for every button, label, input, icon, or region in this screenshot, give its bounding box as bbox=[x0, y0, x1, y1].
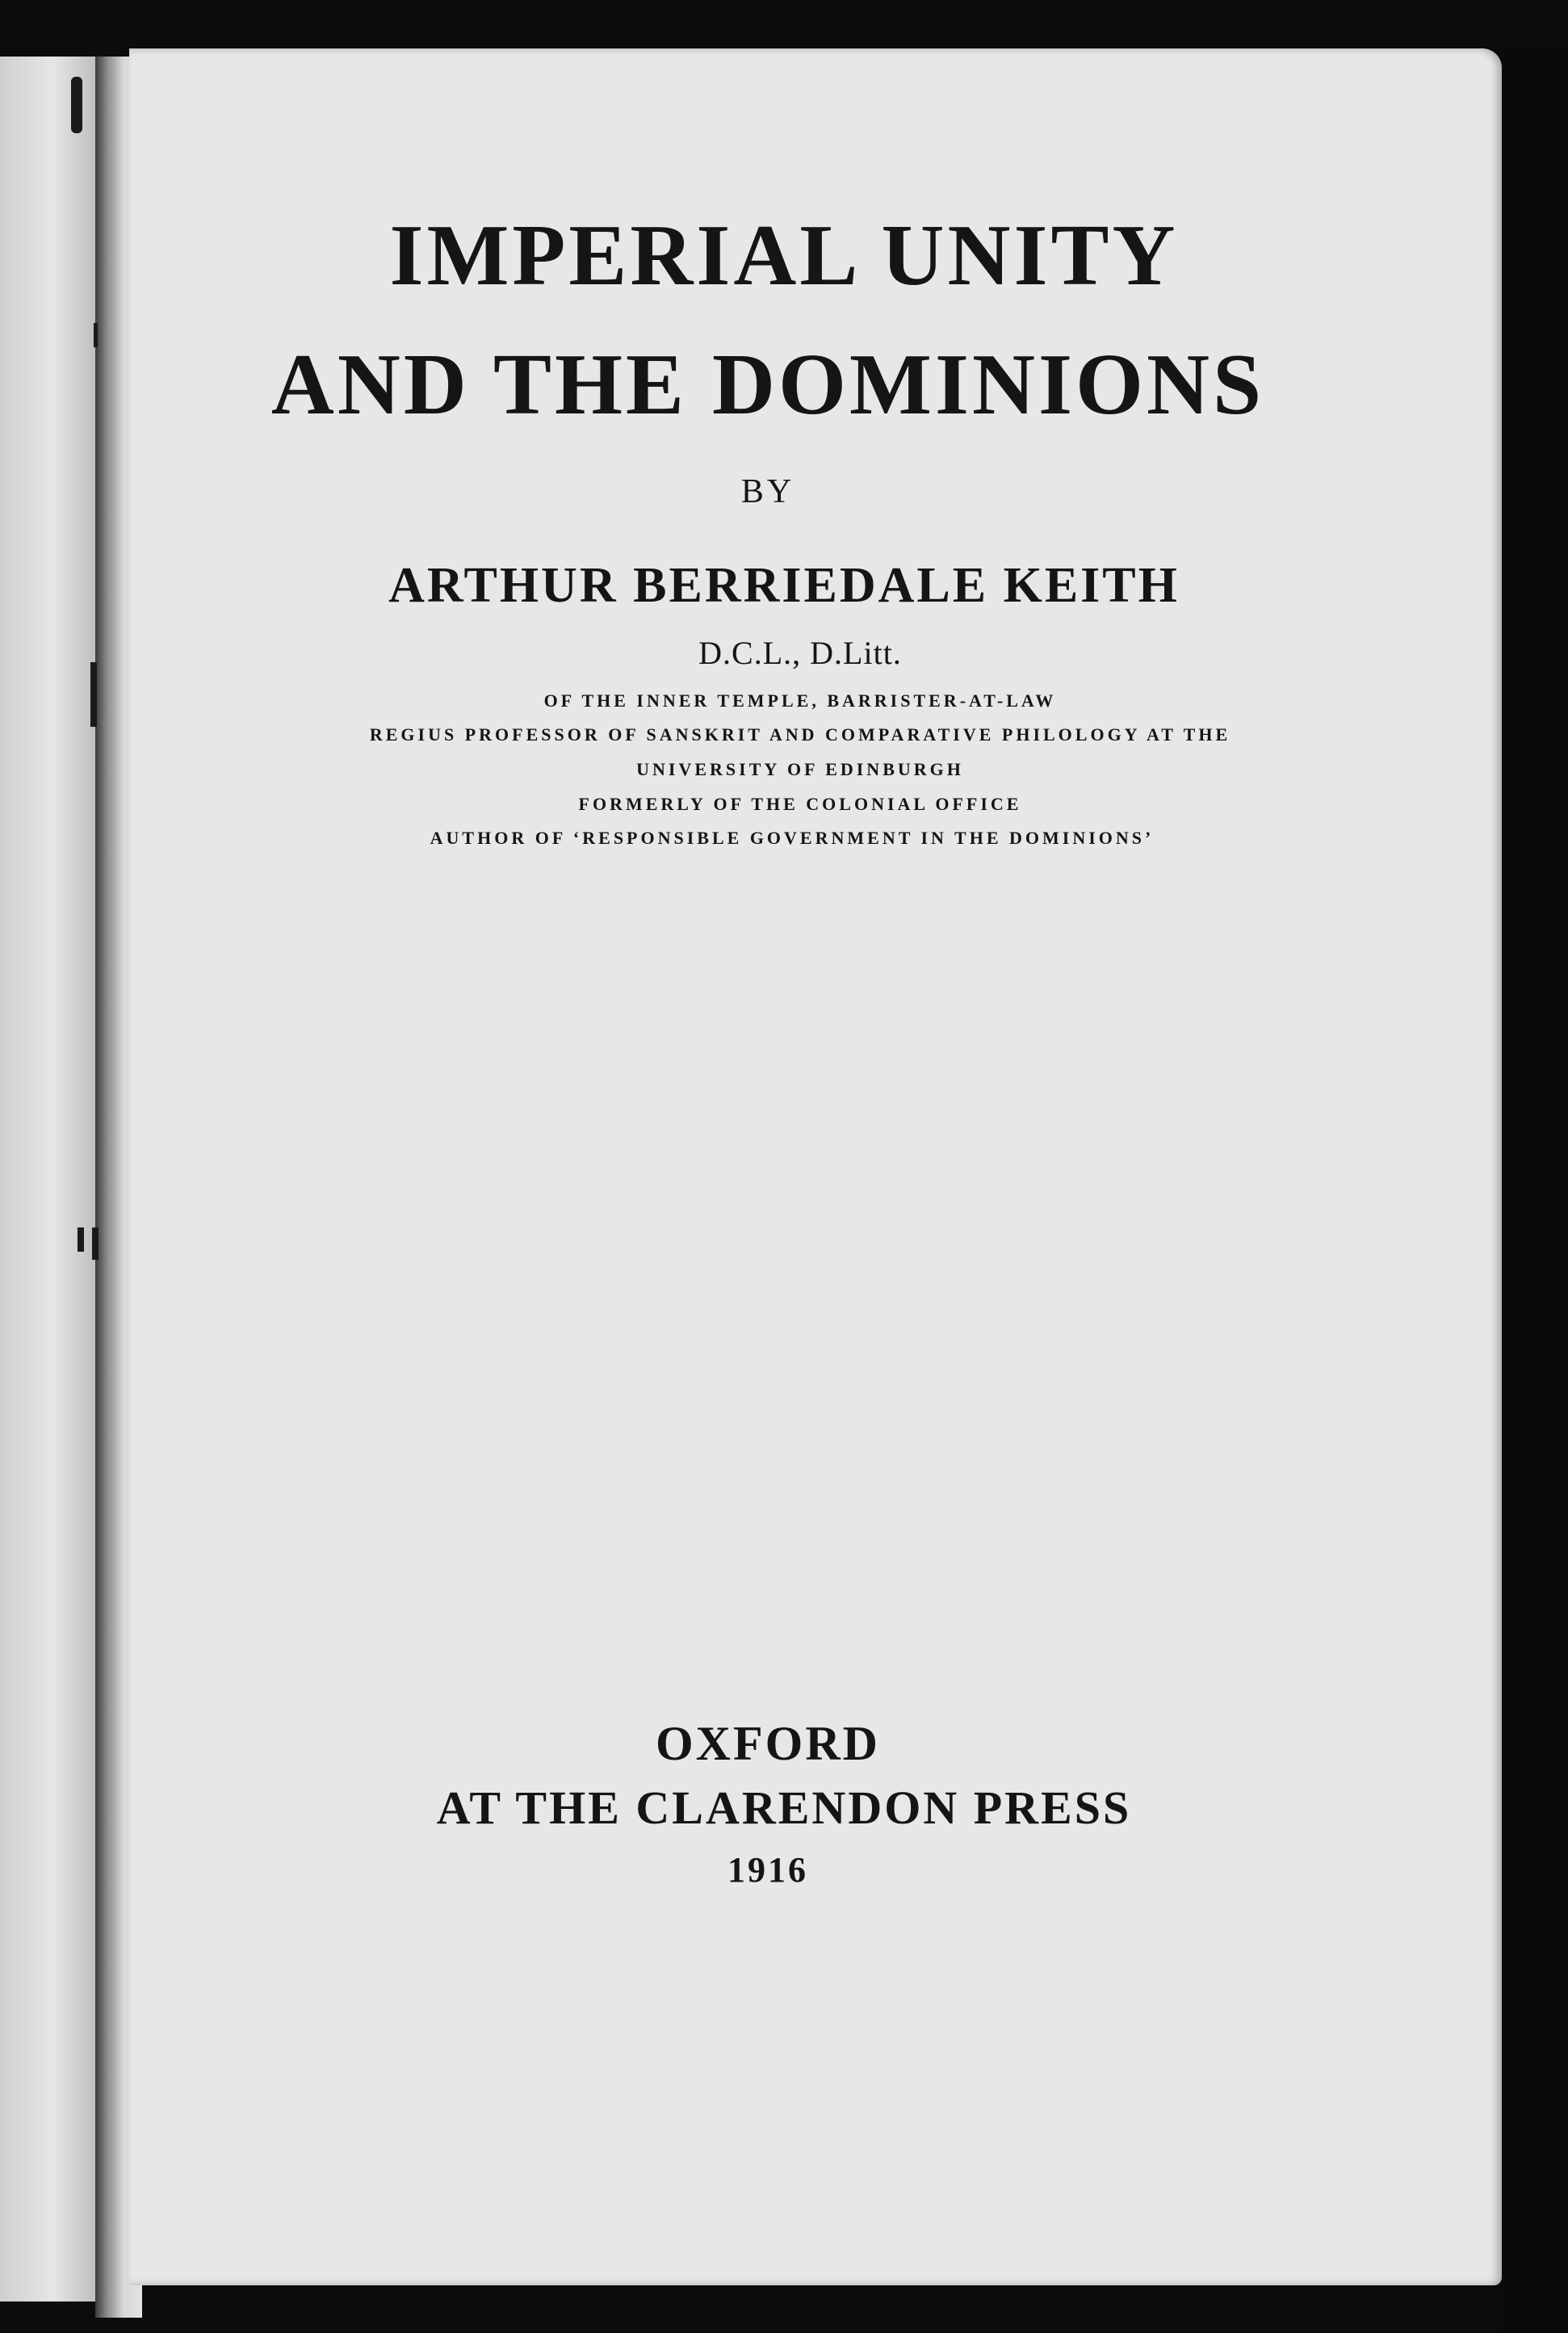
credential-line: FORMERLY OF THE COLONIAL OFFICE bbox=[578, 794, 1022, 814]
title-line-1: IMPERIAL UNITY bbox=[389, 208, 1179, 304]
spine-mark bbox=[92, 1227, 99, 1260]
imprint-publisher: AT THE CLARENDON PRESS bbox=[436, 1781, 1132, 1834]
imprint-place: OXFORD bbox=[656, 1717, 880, 1770]
credential-line: REGIUS PROFESSOR OF SANSKRIT AND COMPARATIVE PHILOLOGY AT THE bbox=[369, 724, 1231, 745]
credential-line: UNIVERSITY OF EDINBURGH bbox=[636, 759, 964, 779]
author-degrees: D.C.L., D.Litt. bbox=[698, 635, 902, 671]
spine-mark bbox=[71, 77, 82, 133]
imprint-year: 1916 bbox=[727, 1850, 808, 1890]
spine-mark bbox=[78, 1227, 84, 1252]
credential-line: OF THE INNER TEMPLE, BARRISTER-AT-LAW bbox=[543, 690, 1057, 711]
credential-line: AUTHOR OF ‘RESPONSIBLE GOVERNMENT IN THE DOMINIONS’ bbox=[430, 828, 1155, 848]
author-name: ARTHUR BERRIEDALE KEITH bbox=[388, 558, 1180, 613]
title-line-2: AND THE DOMINIONS bbox=[270, 337, 1265, 433]
byline: BY bbox=[740, 473, 795, 510]
spine-mark bbox=[242, 2310, 1211, 2333]
